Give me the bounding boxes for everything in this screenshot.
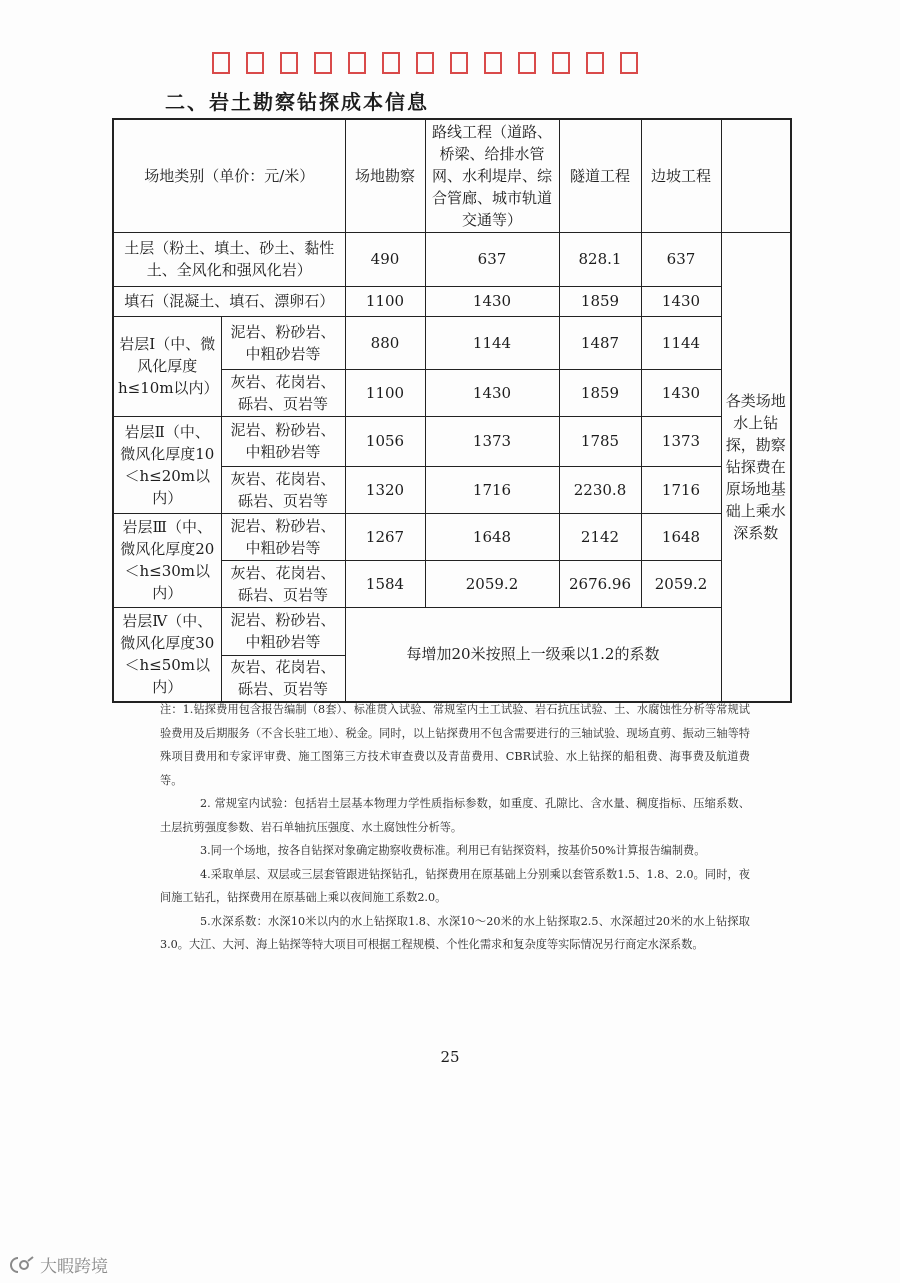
row-label-rock1: 岩层Ⅰ（中、微风化厚度h≤10m以内）	[113, 316, 221, 416]
cell: 1859	[559, 286, 641, 316]
sub-label: 泥岩、粉砂岩、中粗砂岩等	[221, 513, 345, 560]
cell: 1100	[345, 286, 425, 316]
sub-label: 泥岩、粉砂岩、中粗砂岩等	[221, 316, 345, 369]
cell: 2142	[559, 513, 641, 560]
cell: 1373	[425, 416, 559, 466]
cell: 1430	[425, 286, 559, 316]
col-header-site: 场地勘察	[345, 119, 425, 232]
corner-header: 场地类别（单价：元/米）	[113, 119, 345, 232]
cell: 2059.2	[425, 560, 559, 607]
cell: 1373	[641, 416, 721, 466]
cell: 2059.2	[641, 560, 721, 607]
sub-label: 泥岩、粉砂岩、中粗砂岩等	[221, 607, 345, 655]
row-label-rock2: 岩层Ⅱ（中、微风化厚度10＜h≤20m以内）	[113, 416, 221, 513]
row-label-rock4: 岩层Ⅳ（中、微风化厚度30＜h≤50m以内）	[113, 607, 221, 702]
cell: 2676.96	[559, 560, 641, 607]
cell: 637	[425, 232, 559, 286]
col-header-route: 路线工程（道路、桥梁、给排水管网、水利堤岸、综合管廊、城市轨道交通等）	[425, 119, 559, 232]
cell: 1430	[641, 286, 721, 316]
cell: 1267	[345, 513, 425, 560]
cell: 1144	[425, 316, 559, 369]
sub-label: 灰岩、花岗岩、砾岩、页岩等	[221, 466, 345, 513]
table-row	[113, 316, 791, 369]
cell: 490	[345, 232, 425, 286]
cell: 880	[345, 316, 425, 369]
table-header-row	[113, 119, 791, 232]
table-row	[113, 286, 791, 316]
cell: 1487	[559, 316, 641, 369]
water-drilling-note: 各类场地水上钻探，勘察钻探费在原场地基础上乘水深系数	[721, 232, 791, 702]
cell: 637	[641, 232, 721, 286]
page-number: 25	[440, 1048, 460, 1066]
cell: 1584	[345, 560, 425, 607]
table-row	[113, 513, 791, 560]
cell: 1320	[345, 466, 425, 513]
cell: 1430	[641, 369, 721, 416]
note-2: 2. 常规室内试验：包括岩土层基本物理力学性质指标参数，如重度、孔隙比、含水量、稠度指标、压缩系数、土层抗剪强度参数、岩石单轴抗压强度、水土腐蚀性分析等。	[160, 797, 750, 834]
cost-table	[112, 118, 792, 703]
sub-label: 灰岩、花岗岩、砾岩、页岩等	[221, 369, 345, 416]
sub-label: 泥岩、粉砂岩、中粗砂岩等	[221, 416, 345, 466]
row-label-rock3: 岩层Ⅲ（中、微风化厚度20＜h≤30m以内）	[113, 513, 221, 607]
sub-label: 灰岩、花岗岩、砾岩、页岩等	[221, 560, 345, 607]
cell: 1716	[641, 466, 721, 513]
cell: 1716	[425, 466, 559, 513]
cell: 828.1	[559, 232, 641, 286]
note-4: 4.采取单层、双层或三层套管跟进钻探钻孔，钻探费用在原基础上分别乘以套管系数1.5、1.8、2.0。同时，夜间施工钻孔，钻探费用在原基础上乘以夜间施工系数2.0。	[160, 867, 750, 904]
cell: 1785	[559, 416, 641, 466]
note-1: 注：1.钻探费用包含报告编制（8套）、标准贯入试验、常规室内土工试验、岩石抗压试验、土、水腐蚀性分析等常规试验费用及后期服务（不含长驻工地）、税金。同时，以上钻探费用不包含需要进行的三轴试验、现场直剪、振动三轴等特殊项目费用和专家评审费、施工图第三方技术审查费以及青苗费用、CBR试验、水上钻探的船租费、海事费及航道费等。	[160, 703, 750, 787]
cell: 1056	[345, 416, 425, 466]
cell: 2230.8	[559, 466, 641, 513]
col-header-tunnel: 隧道工程	[559, 119, 641, 232]
cell: 1648	[425, 513, 559, 560]
sub-label: 灰岩、花岗岩、砾岩、页岩等	[221, 655, 345, 702]
cell: 1430	[425, 369, 559, 416]
table-row	[113, 416, 791, 466]
header-boxes	[212, 52, 638, 74]
notes	[160, 698, 750, 957]
col-header-slope: 边坡工程	[641, 119, 721, 232]
cell: 1144	[641, 316, 721, 369]
row-label-soil: 土层（粉土、填土、砂土、黏性土、全风化和强风化岩）	[113, 232, 345, 286]
note-3: 3.同一个场地，按各自钻探对象确定勘察收费标准。利用已有钻探资料，按基价50%计算报告编制费。	[200, 844, 706, 857]
watermark-text: 大暇跨境	[40, 1257, 108, 1277]
cell: 1648	[641, 513, 721, 560]
table-row	[113, 232, 791, 286]
note-5: 5.水深系数：水深10米以内的水上钻探取1.8、水深10～20米的水上钻探取2.5、水深超过20米的水上钻探取3.0。大江、大河、海上钻探等特大项目可根据工程规模、个性化需求和复杂度等实际情况另行商定水深系数。	[160, 914, 750, 951]
watermark	[8, 1252, 108, 1277]
merged-coefficient-note: 每增加20米按照上一级乘以1.2的系数	[345, 607, 721, 702]
row-label-fill: 填石（混凝土、填石、漂卵石）	[113, 286, 345, 316]
cell: 1859	[559, 369, 641, 416]
table-row	[113, 607, 791, 655]
watermark-logo-icon	[8, 1255, 34, 1275]
cell: 1100	[345, 369, 425, 416]
section-title: 二、岩土勘察钻探成本信息	[165, 90, 429, 114]
